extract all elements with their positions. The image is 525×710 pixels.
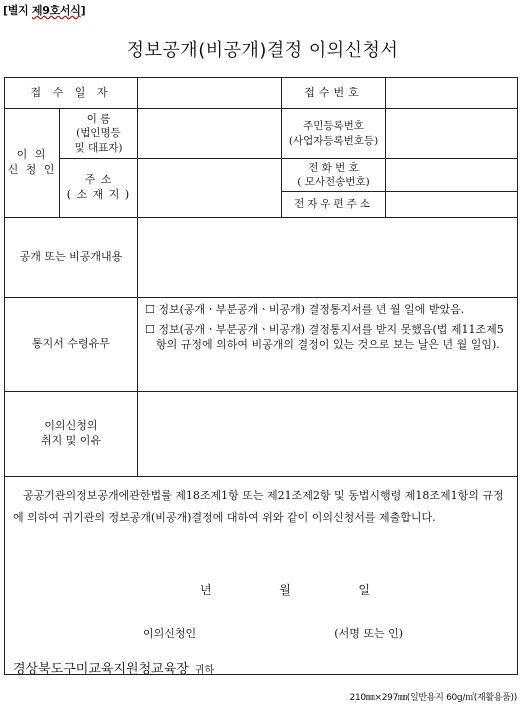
notice-receipt-options (138, 298, 518, 392)
applicant-label: 이 의 신 청 인 (5, 109, 60, 218)
resident-number-field[interactable] (386, 109, 518, 159)
email-label: 전자우편주소 (282, 192, 386, 218)
recipient-suffix: 귀하 (194, 665, 215, 676)
name-label: 이 름 (법인명등 및 대표자) (60, 109, 138, 159)
day-label: 일 (358, 583, 370, 597)
objection-reason-field[interactable] (138, 392, 518, 477)
month-label: 월 (279, 583, 291, 597)
address-label: 주 소 ( 소 재 지 ) (60, 159, 138, 218)
recipient-name: 경상북도구미교육지원청교육장 (13, 662, 189, 677)
document-title: 정보공개(비공개)결정 이의신청서 (126, 40, 399, 61)
declaration-date (200, 582, 370, 598)
receipt-number-label: 접수번호 (282, 78, 386, 109)
objection-reason-label: 이의신청의 취지 및 이유 (5, 392, 138, 477)
disclosure-content-field[interactable] (138, 218, 518, 298)
form-number-tag: [별지 제9호서식] (3, 4, 86, 17)
checkbox-received[interactable]: ☐ (145, 303, 155, 316)
paper-spec-note: 210㎜×297㎜(일반용지 60g/㎡(재활용품)) (349, 693, 517, 703)
declaration-text: 공공기관의정보공개에관한법률 제18조제1항 또는 제21조제2항 및 동법시행령 제18조제1항의 규정에 의하여 귀기관의 정보공개(비공개)결정에 대하여 위와 같이 이의신청서를 제출합니다. (13, 489, 504, 524)
email-field[interactable] (386, 192, 518, 218)
address-field[interactable] (138, 159, 282, 218)
recipient (13, 661, 214, 679)
disclosure-content-label: 공개 또는 비공개내용 (5, 218, 138, 298)
name-field[interactable] (138, 109, 282, 159)
objection-form-table (4, 77, 518, 675)
receipt-number-field[interactable] (386, 78, 518, 109)
notice-option-not-received: ☐ 정보(공개ㆍ부분공개ㆍ비공개) 결정통지서를 받지 못했음(법 제11조제5항의 규정에 의하여 비공개의 결정이 있는 것으로 보는 날은 년 월 일임). (145, 322, 504, 351)
phone-field[interactable] (386, 159, 518, 192)
applicant-sign-label: 이의신청인 (143, 627, 197, 640)
receipt-date-field[interactable] (138, 78, 282, 109)
form-number: 제9호서식 (31, 4, 81, 17)
receipt-date-label: 접 수 일 자 (5, 78, 138, 109)
sign-note: (서명 또는 인) (334, 627, 403, 640)
applicant-signature-row (143, 627, 403, 642)
checkbox-not-received[interactable]: ☐ (145, 322, 155, 336)
notice-receipt-label: 통지서 수령유무 (5, 298, 138, 392)
year-label: 년 (200, 583, 212, 597)
resident-number-label: 주민등록번호 (사업자등록번호등) (282, 109, 386, 159)
phone-label: 전 화 번 호 ( 모사전송번호) (282, 159, 386, 192)
notice-option-received: ☐ 정보(공개ㆍ부분공개ㆍ비공개) 결정통지서를 년 월 일에 받았음. (145, 303, 465, 316)
declaration-section (5, 477, 518, 675)
